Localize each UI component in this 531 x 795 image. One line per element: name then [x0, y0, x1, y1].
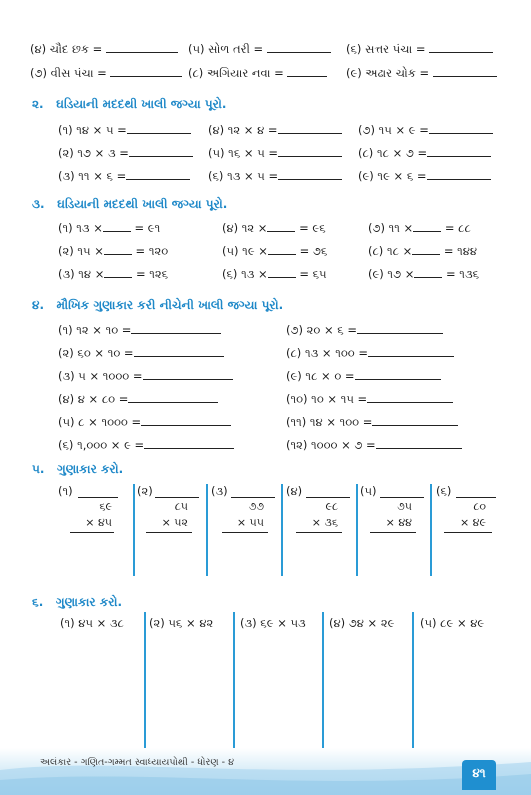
column-divider	[356, 484, 358, 576]
answer-blank[interactable]	[103, 219, 131, 232]
column-divider	[206, 484, 208, 576]
multiplicand: ૮૦	[473, 500, 486, 513]
s4-left-item: (૫) ૮ × ૧૦૦૦ =	[58, 413, 231, 430]
s4-right-item: (૧૨) ૧૦૦૦ × ૭ =	[286, 436, 462, 453]
footer-text: અલંકાર - ગણિત-ગમ્મત સ્વાધ્યાયપોથી - ધોરણ - ૪	[40, 757, 234, 768]
s2-item: (૭) ૧૫ × ૯ =	[358, 121, 493, 138]
s2-item: (૧) ૧૪ × ૫ =	[58, 121, 191, 138]
answer-blank[interactable]	[372, 413, 458, 426]
answer-blank[interactable]	[278, 121, 342, 134]
intro-item-6: (૬) સત્તર પંચા =	[346, 40, 493, 57]
multiplicand: ૭૭	[248, 500, 264, 513]
answer-blank[interactable]	[368, 344, 454, 357]
intro-item-5: (૫) સોળ તરી =	[188, 40, 331, 57]
s4-left-item: (૩) ૫ × ૧૦૦૦ =	[58, 367, 233, 384]
s5-problem-label: (૧)	[58, 484, 73, 498]
answer-blank[interactable]	[131, 321, 221, 334]
multiplicand: ૮૫	[174, 500, 188, 513]
column-divider	[281, 484, 283, 576]
underline	[306, 497, 350, 498]
multiplicand: ૯૮	[325, 500, 338, 513]
answer-line	[370, 532, 416, 533]
s5-problem-label: (૩)	[211, 484, 228, 498]
multiplier: × ૫૨	[161, 516, 188, 529]
s3-item: (૪) ૧૨ × = ૯૬	[222, 221, 326, 235]
answer-blank[interactable]	[427, 144, 491, 157]
multiplier: × ૩૬	[311, 516, 338, 529]
s2-item: (૯) ૧૯ × ૬ =	[358, 167, 491, 184]
section-5-heading: ૫. ગુણાકાર કરો.	[32, 462, 124, 476]
answer-blank[interactable]	[367, 390, 453, 403]
s3-item: (૩) ૧૪ × = ૧૨૬	[58, 267, 169, 281]
multiplier: × ૪૪	[385, 516, 412, 529]
underline	[456, 497, 496, 498]
answer-line	[444, 532, 492, 533]
underline	[380, 497, 424, 498]
multiplier: × ૪૫	[85, 516, 112, 529]
answer-blank[interactable]	[267, 219, 295, 232]
answer-line	[146, 532, 192, 533]
footer-wave	[0, 748, 531, 795]
answer-blank[interactable]	[278, 144, 342, 157]
answer-blank[interactable]	[268, 242, 296, 255]
s2-item: (૪) ૧૨ × ૪ =	[208, 121, 342, 138]
s2-item: (૮) ૧૮ × ૭ =	[358, 144, 491, 161]
s4-left-item: (૧) ૧૨ × ૧૦ =	[58, 321, 221, 338]
answer-line	[70, 532, 114, 533]
s3-item: (૨) ૧૫ × = ૧૨૦	[58, 244, 169, 258]
s3-item: (૧) ૧૩ × = ૯૧	[58, 221, 161, 235]
answer-blank[interactable]	[110, 64, 182, 77]
s4-left-item: (૬) ૧,૦૦૦ × ૯ =	[58, 436, 234, 453]
s4-right-item: (૮) ૧૩ × ૧૦૦ =	[286, 344, 454, 361]
answer-blank[interactable]	[429, 40, 493, 53]
answer-blank[interactable]	[104, 242, 132, 255]
s6-problem: (૧) ૪૫ × ૩૮	[60, 616, 124, 630]
column-divider	[322, 612, 324, 750]
underline	[231, 497, 275, 498]
answer-blank[interactable]	[134, 344, 224, 357]
s3-item: (૫) ૧૯ × = ૭૬	[222, 244, 328, 258]
answer-blank[interactable]	[268, 265, 296, 278]
answer-line	[222, 532, 268, 533]
s4-right-item: (૧૧) ૧૪ × ૧૦૦ =	[286, 413, 458, 430]
s6-problem: (૩) ૬૯ × ૫૩	[240, 616, 306, 630]
answer-blank[interactable]	[143, 367, 233, 380]
answer-blank[interactable]	[355, 367, 441, 380]
s4-left-item: (૨) ૬૦ × ૧૦ =	[58, 344, 224, 361]
s4-left-item: (૪) ૪ × ૮૦ =	[58, 390, 218, 407]
column-divider	[233, 612, 235, 750]
section-4-heading: ૪. મૌખિક ગુણાકાર કરી નીચેની ખાલી જગ્યા પૂરો.	[32, 298, 284, 312]
answer-blank[interactable]	[104, 265, 132, 278]
answer-line	[296, 532, 342, 533]
column-divider	[412, 612, 414, 750]
s5-problem-label: (૫)	[360, 484, 377, 498]
section-2-heading: ૨. ઘડિયાની મદદથી ખાલી જગ્યા પૂરો.	[32, 97, 227, 111]
answer-blank[interactable]	[357, 321, 443, 334]
s2-item: (૩) ૧૧ × ૬ =	[58, 167, 190, 184]
intro-item-4: (૪) ચૌદ છક =	[30, 40, 178, 57]
s2-item: (૨) ૧૭ × ૩ =	[58, 144, 193, 161]
answer-blank[interactable]	[287, 64, 327, 77]
answer-blank[interactable]	[412, 242, 440, 255]
intro-item-7: (૭) વીસ પંચા =	[30, 64, 182, 81]
column-divider	[430, 484, 432, 576]
s6-problem: (૨) ૫૬ × ૪૨	[149, 616, 214, 630]
answer-blank[interactable]	[127, 121, 191, 134]
multiplicand: ૭૫	[397, 500, 412, 513]
s5-problem-label: (૨)	[137, 484, 153, 498]
underline	[155, 497, 199, 498]
s6-problem: (૪) ૭૪ × ૨૯	[329, 616, 395, 630]
s6-problem: (૫) ૮૯ × ૪૯	[420, 616, 485, 630]
intro-item-9: (૯) અઢાર ચોક =	[346, 64, 497, 81]
answer-blank[interactable]	[413, 219, 441, 232]
answer-blank[interactable]	[376, 436, 462, 449]
section-3-heading: ૩. ઘડિયાની મદદથી ખાલી જગ્યા પૂરો.	[32, 197, 228, 211]
s3-item: (૯) ૧૭ × = ૧૩૬	[368, 267, 480, 281]
s2-item: (૫) ૧૬ × ૫ =	[208, 144, 342, 161]
s5-problem-label: (૪)	[286, 484, 303, 498]
s3-item: (૭) ૧૧ × = ૮૮	[368, 221, 471, 235]
answer-blank[interactable]	[126, 167, 190, 180]
answer-blank[interactable]	[128, 390, 218, 403]
section-6-heading: ૬. ગુણાકાર કરો.	[32, 595, 123, 609]
multiplicand: ૬૯	[99, 500, 112, 513]
answer-blank[interactable]	[141, 413, 231, 426]
s3-item: (૬) ૧૩ × = ૬૫	[222, 267, 327, 281]
s5-problem-label: (૬)	[436, 484, 452, 498]
answer-blank[interactable]	[278, 167, 342, 180]
page-number: ૪૧	[462, 760, 496, 790]
answer-blank[interactable]	[144, 436, 234, 449]
answer-blank[interactable]	[427, 167, 491, 180]
underline	[78, 497, 118, 498]
column-divider	[144, 612, 146, 750]
s2-item: (૬) ૧૩ × ૫ =	[208, 167, 342, 184]
answer-blank[interactable]	[414, 265, 442, 278]
s4-right-item: (૯) ૧૮ × ૦ =	[286, 367, 441, 384]
s3-item: (૮) ૧૮ × = ૧૪૪	[368, 244, 478, 258]
multiplier: × ૪૯	[459, 516, 486, 529]
answer-blank[interactable]	[106, 40, 178, 53]
multiplier: × ૫૫	[236, 516, 264, 529]
s4-right-item: (૧૦) ૧૦ × ૧૫ =	[286, 390, 453, 407]
s4-right-item: (૭) ૨૦ × ૬ =	[286, 321, 443, 338]
answer-blank[interactable]	[129, 144, 193, 157]
intro-item-8: (૮) અગિયાર નવા =	[188, 64, 327, 81]
column-divider	[133, 484, 135, 576]
answer-blank[interactable]	[429, 121, 493, 134]
answer-blank[interactable]	[433, 64, 497, 77]
answer-blank[interactable]	[267, 40, 331, 53]
